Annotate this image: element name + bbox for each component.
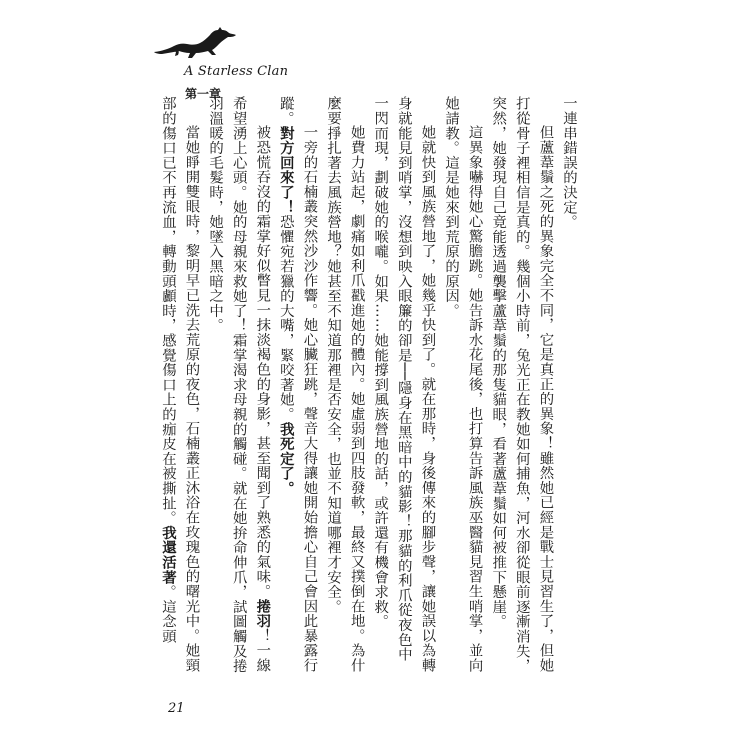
paragraph-text: 一連串錯誤的決定。 [561, 96, 577, 230]
paragraph [368, 96, 439, 676]
chapter-label: 第一章 [185, 87, 222, 101]
emphasis-text: 捲羽 [254, 598, 271, 629]
paragraph-text: 但蘆葦鬚之死的異象完全不同，它是真正的異象！雖然她已經是戰士見習生了，但她打從骨子裡相信是真的。幾個小時前，兔光正在教她如何捕魚，河水卻從眼前逐漸消失，突然，她發現自己竟能透過襲擊蘆葦鬚的那隻貓眼，看著蘆葦鬚如何被推下懸崖。 [490, 96, 554, 674]
book-title: A Starless Clan [184, 64, 289, 79]
paragraph-text: 這異象嚇得她心驚膽跳。她告訴水花尾後，也打算告訴風族巫醫貓見習生哨掌，並向她請教。這是她來到荒原的原因。 [443, 96, 483, 673]
emphasis-text: 對方回來了！ [277, 125, 294, 215]
paragraph-text: ！一線希望湧上心頭。她的母親來救她了！霜掌渴求母親的觸碰。就在她拚命伸爪，試圖觸及捲羽溫暖的毛髮時，她墜入黑暗之中。 [207, 96, 271, 674]
running-header [152, 22, 402, 101]
emphasis-text: 我死定了。 [277, 421, 294, 496]
paragraph-text: 她費力站起，劇痛如利爪戳進她的體內。她虛弱到四肢發軟，最終又撲倒在地。為什麼要掙扎著去風族營地？她甚至不知道那裡是否安全，也並不知道哪裡才安全。 [325, 96, 365, 673]
body-text [150, 96, 580, 676]
paragraph-text: 當她睜開雙眼時，黎明早已洗去荒原的夜色，石楠叢正沐浴在玫瑰色的曙光中。她頸部的傷口已不再流血，轉動頭顱時，感覺傷口上的痂皮在被撕扯。 [159, 96, 200, 673]
paragraph [320, 96, 367, 676]
paragraph [203, 96, 274, 676]
page-number: 21 [168, 701, 185, 716]
leaping-cat-icon [152, 22, 238, 68]
paragraph-text: 。這念頭 [159, 584, 176, 644]
paragraph-text: 被恐慌吞沒的霜掌好似瞥見一抹淡褐色的身影，甚至聞到了熟悉的氣味。 [254, 124, 271, 599]
paragraph [155, 96, 202, 676]
paragraph [273, 96, 320, 676]
emphasis-text: 我還活著 [159, 525, 176, 585]
paragraph [486, 96, 557, 676]
paragraph [556, 96, 580, 676]
paragraph-text: 一旁的石楠叢突然沙沙作響。她心臟狂跳，聲音大得讓她開始擔心自己會因此暴露行蹤。 [277, 96, 318, 673]
paragraph-text: 她就快到風族營地了，她幾乎快到了。就在那時，身後傳來的腳步聲，讓她誤以為轉身就能見到哨掌，沒想到映入眼簾的卻是──隱身在黑暗中的貓影！那貓的利爪從夜色中一閃而現，劃破她的喉嚨。如果……她能撐到風族營地的話，或許還有機會求救。 [372, 96, 436, 673]
paragraph-text: 恐懼宛若獵的大嘴，緊咬著她。 [277, 214, 294, 422]
paragraph [438, 96, 485, 676]
